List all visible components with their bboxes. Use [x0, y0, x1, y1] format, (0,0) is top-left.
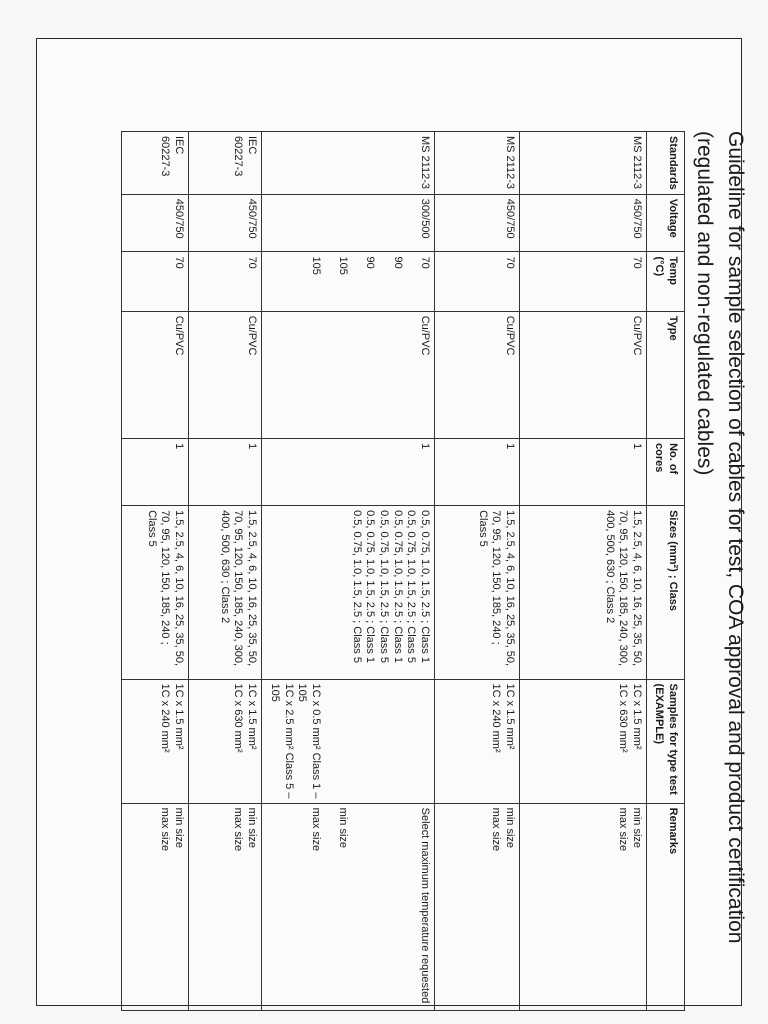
cell-sizes: 1.5, 2.5, 4, 6, 10, 16, 25, 35, 50, 70, 95, 120, 150, 185, 240 ; Class 5 [121, 506, 188, 679]
header-cores: No. of cores [646, 439, 684, 506]
cell-standards: IEC 60227-3 [121, 132, 188, 195]
cell-temp-list [261, 252, 434, 311]
cell-remarks: min size max size [434, 803, 519, 1010]
remark-entry: min size [337, 807, 350, 849]
cell-temp: 70 [188, 252, 261, 311]
cell-temp: 70 [121, 252, 188, 311]
size-entry: 0.5, 0.75, 1.0, 1.5, 2.5 ; Class 5 [350, 510, 363, 663]
remark-entry: max size [310, 807, 323, 852]
cell-temp: 70 [519, 252, 646, 311]
table-row [519, 132, 646, 1011]
cell-voltage: 450/750 [188, 194, 261, 252]
cell-standards: MS 2112-3 [519, 132, 646, 195]
size-entry: 0.5, 0.75, 1.0, 1.5, 2.5 ; Class 5 [378, 510, 391, 663]
cell-type: Cu/PVC [261, 311, 434, 438]
temp-value: 105 [310, 256, 323, 275]
header-samples: Samples for type test (EXAMPLE) [646, 679, 684, 803]
temp-value: 105 [337, 256, 350, 275]
rotated-document [101, 131, 751, 1011]
cell-remarks: min size max size [519, 803, 646, 1010]
size-entry: 0.5, 0.75, 1.0, 1.5, 2.5 ; Class 1 [364, 510, 377, 663]
cell-sizes-list [261, 506, 434, 679]
size-entry: 0.5, 0.75, 1.0, 1.5, 2.5 ; Class 1 [418, 510, 431, 663]
cell-voltage: 450/750 [519, 194, 646, 252]
table-row [261, 132, 434, 1011]
document-title: Guideline for sample selection of cables for test, COA approval and product certification (regulated and non-regulated cables) [693, 131, 747, 944]
cell-voltage: 450/750 [434, 194, 519, 252]
cell-voltage: 300/500 [261, 194, 434, 252]
cell-remarks-list [261, 803, 434, 1010]
header-sizes: Sizes (mm²) ; Class [646, 506, 684, 679]
cable-selection-table [121, 131, 685, 1011]
cell-standards: MS 2112-3 [261, 132, 434, 195]
table-row [434, 132, 519, 1011]
remark-entry: Select maximum temperature requested [418, 807, 431, 1004]
cell-standards: IEC 60227-3 [188, 132, 261, 195]
cell-cores: 1 [121, 439, 188, 506]
temp-value: 90 [391, 256, 404, 269]
header-type: Type [646, 311, 684, 438]
cell-sizes: 1.5, 2.5, 4, 6, 10, 16, 25, 35, 50, 70, 95, 120, 150, 185, 240, 300, 400, 500, 630 ; Class 2 [519, 506, 646, 679]
cell-temp: 70 [434, 252, 519, 311]
cell-sizes: 1.5, 2.5, 4, 6, 10, 16, 25, 35, 50, 70, 95, 120, 150, 185, 240 ; Class 5 [434, 506, 519, 679]
size-entry: 0.5, 0.75, 1.0, 1.5, 2.5 ; Class 5 [405, 510, 418, 663]
table-row [188, 132, 261, 1011]
cell-remarks: min size max size [188, 803, 261, 1010]
cell-type: Cu/PVC [121, 311, 188, 438]
cell-type: Cu/PVC [188, 311, 261, 438]
page-frame [36, 38, 747, 1006]
cell-sizes: 1.5, 2.5, 4, 6, 10, 16, 25, 35, 50, 70, 95, 120, 150, 185, 240, 300, 400, 500, 630 ; Class 2 [188, 506, 261, 679]
cell-cores: 1 [261, 439, 434, 506]
temp-value: 70 [418, 256, 431, 269]
cell-samples-list [261, 679, 434, 803]
cell-samples: 1C x 1.5 mm² 1C x 240 mm² [434, 679, 519, 803]
temp-value: 90 [364, 256, 377, 269]
cell-cores: 1 [188, 439, 261, 506]
cell-type: Cu/PVC [434, 311, 519, 438]
cell-samples: 1C x 1.5 mm² 1C x 240 mm² [121, 679, 188, 803]
cell-samples: 1C x 1.5 mm² 1C x 630 mm² [188, 679, 261, 803]
cell-type: Cu/PVC [519, 311, 646, 438]
sample-entry: 1C x 0.5 mm² Class 1 – 105 [296, 683, 323, 799]
table-header-row [646, 132, 684, 1011]
cell-remarks: min size max size [121, 803, 188, 1010]
cell-standards: MS 2112-3 [434, 132, 519, 195]
header-standards: Standards [646, 132, 684, 195]
header-temp: Temp (°C) [646, 252, 684, 311]
cell-cores: 1 [519, 439, 646, 506]
cell-voltage: 450/750 [121, 194, 188, 252]
size-entry: 0.5, 0.75, 1.0, 1.5, 2.5 ; Class 1 [391, 510, 404, 663]
table-row [121, 132, 188, 1011]
cell-cores: 1 [434, 439, 519, 506]
header-voltage: Voltage [646, 194, 684, 252]
header-remarks: Remarks [646, 803, 684, 1010]
cell-samples: 1C x 1.5 mm² 1C x 630 mm² [519, 679, 646, 803]
sample-entry: 1C x 2.5 mm² Class 5 – 105 [269, 683, 295, 799]
